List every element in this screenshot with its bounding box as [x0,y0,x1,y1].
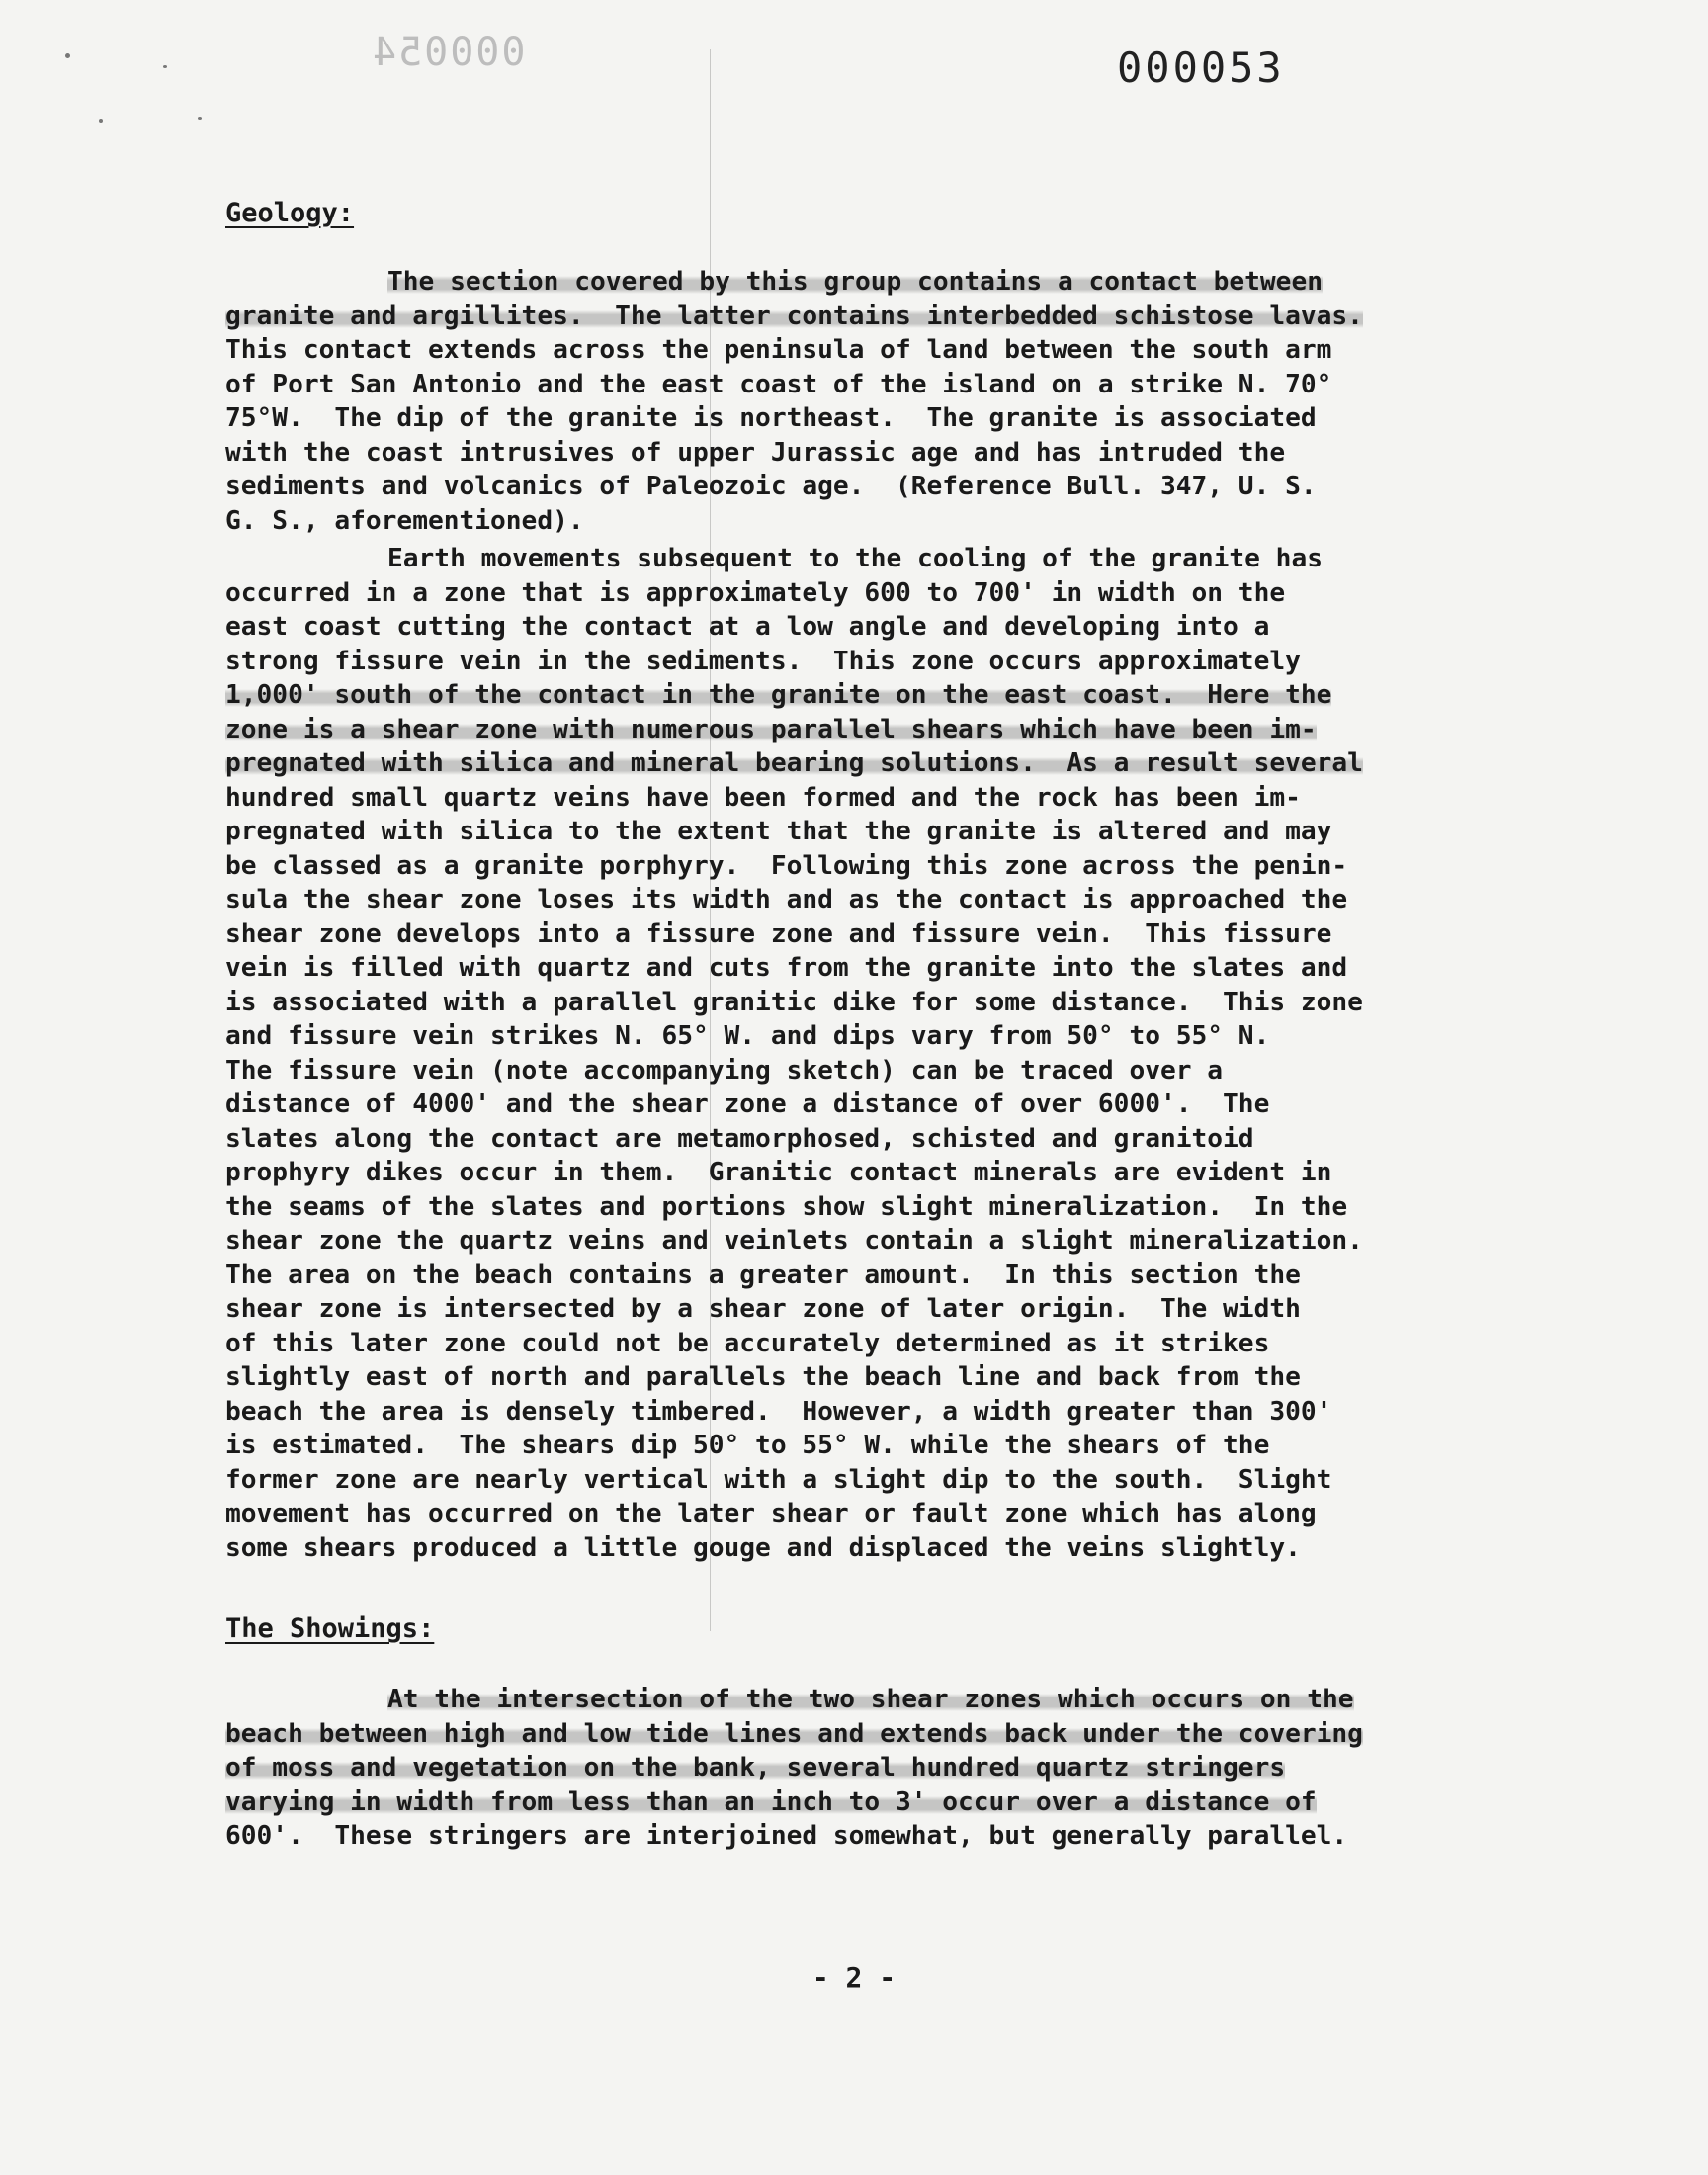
text-line: some shears produced a little gouge and displaced the veins slightly. [225,1532,1301,1563]
text-line: strong fissure vein in the sediments. This zone occurs approximately [225,646,1301,676]
text-line [225,1683,1510,1717]
text-line: of Port San Antonio and the east coast of the island on a strike N. 70° [225,369,1332,399]
text-line: beach the area is densely timbered. However, a width greater than 300' [225,1396,1332,1427]
showings-paragraph-1 [225,1683,1510,1854]
text-line: pregnated with silica to the extent that the granite is altered and may [225,817,1332,846]
text-line: This contact extends across the peninsula of land between the south arm [225,335,1332,365]
text-line [225,746,1510,781]
text-line: vein is filled with quartz and cuts from the granite into the slates and [225,953,1348,983]
document-number: 000053 [1117,44,1285,92]
highlighted-text: 1,000' south of the contact in the granite on the east coast. Here the [225,680,1332,710]
geology-paragraph-1 [225,265,1510,538]
highlighted-text: At the intersection of the two shear zones which occurs on the [387,1685,1354,1714]
text-line: 600'. These stringers are interjoined somewhat, but generally parallel. [225,1821,1348,1851]
text-line: former zone are nearly vertical with a slight dip to the south. Slight [225,1464,1332,1495]
text-line [225,300,1510,334]
text-line: of this later zone could not be accurately determined as it strikes [225,1328,1270,1358]
text-line [225,1785,1510,1820]
text-line: and fissure vein strikes N. 65° W. and dips vary from 50° to 55° N. [225,1021,1270,1051]
highlighted-text: of moss and vegetation on the bank, several hundred quartz stringers [225,1753,1286,1783]
highlighted-text: beach between high and low tide lines and extends back under the covering [225,1718,1363,1749]
text-line: hundred small quartz veins have been formed and the rock has been im- [225,782,1301,813]
paper-speck [198,117,202,120]
text-line: prophyry dikes occur in them. Granitic contact minerals are evident in [225,1158,1332,1187]
text-line: Earth movements subsequent to the cooling of the granite has [387,544,1323,573]
text-line: sula the shear zone loses its width and as the contact is approached the [225,885,1348,914]
highlighted-text: pregnated with silica and mineral bearing solutions. As a result several [225,748,1363,778]
text-line: shear zone is intersected by a shear zone of later origin. The width [225,1294,1301,1324]
section-heading-geology: Geology: [225,198,355,228]
text-line: the seams of the slates and portions show slight mineralization. In the [225,1191,1348,1222]
text-line: east coast cutting the contact at a low angle and developing into a [225,612,1270,642]
text-line: The area on the beach contains a greater amount. In this section the [225,1260,1301,1290]
text-line: with the coast intrusives of upper Jurassic age and has intruded the [225,437,1286,468]
text-line [225,713,1510,747]
paper-speck [163,65,167,68]
text-line [225,1717,1510,1752]
text-line: is estimated. The shears dip 50° to 55° W. while the shears of the [225,1431,1270,1460]
text-line: shear zone the quartz veins and veinlets contain a slight mineralization. [225,1226,1363,1256]
text-line [225,1751,1510,1785]
text-line: occurred in a zone that is approximately 600 to 700' in width on the [225,577,1286,608]
text-line: slightly east of north and parallels the beach line and back from the [225,1362,1301,1392]
geology-paragraph-2 [225,542,1510,1565]
highlighted-text: varying in width from less than an inch to 3' occur over a distance of [225,1786,1317,1817]
page-number: - 2 - [811,1961,897,1994]
text-line: sediments and volcanics of Paleozoic age. (Reference Bull. 347, U. S. [225,472,1317,501]
highlighted-text: zone is a shear zone with numerous parallel shears which have been im- [225,714,1317,744]
paper-speck [99,119,103,123]
text-line: shear zone develops into a fissure zone and fissure vein. This fissure [225,918,1332,949]
text-line [225,678,1510,713]
section-heading-showings: The Showings: [225,1613,435,1644]
text-line [225,265,1510,300]
text-line: movement has occurred on the later shear or fault zone which has along [225,1499,1317,1528]
text-line: is associated with a parallel granitic dike for some distance. This zone [225,987,1363,1017]
text-line: be classed as a granite porphyry. Following this zone across the penin- [225,850,1348,881]
highlighted-text: The section covered by this group contains a contact between [387,267,1323,297]
text-line: The fissure vein (note accompanying sketch) can be traced over a [225,1055,1224,1086]
text-line: 75°W. The dip of the granite is northeast. The granite is associated [225,403,1317,433]
highlighted-text: granite and argillites. The latter contains interbedded schistose lavas. [225,301,1363,331]
text-line: distance of 4000' and the shear zone a distance of over 6000'. The [225,1089,1270,1119]
text-line: G. S., aforementioned). [225,505,584,536]
bleed-through-number: 000054 [371,30,526,75]
paper-speck [65,53,70,58]
text-line: slates along the contact are metamorphosed, schisted and granitoid [225,1123,1254,1154]
